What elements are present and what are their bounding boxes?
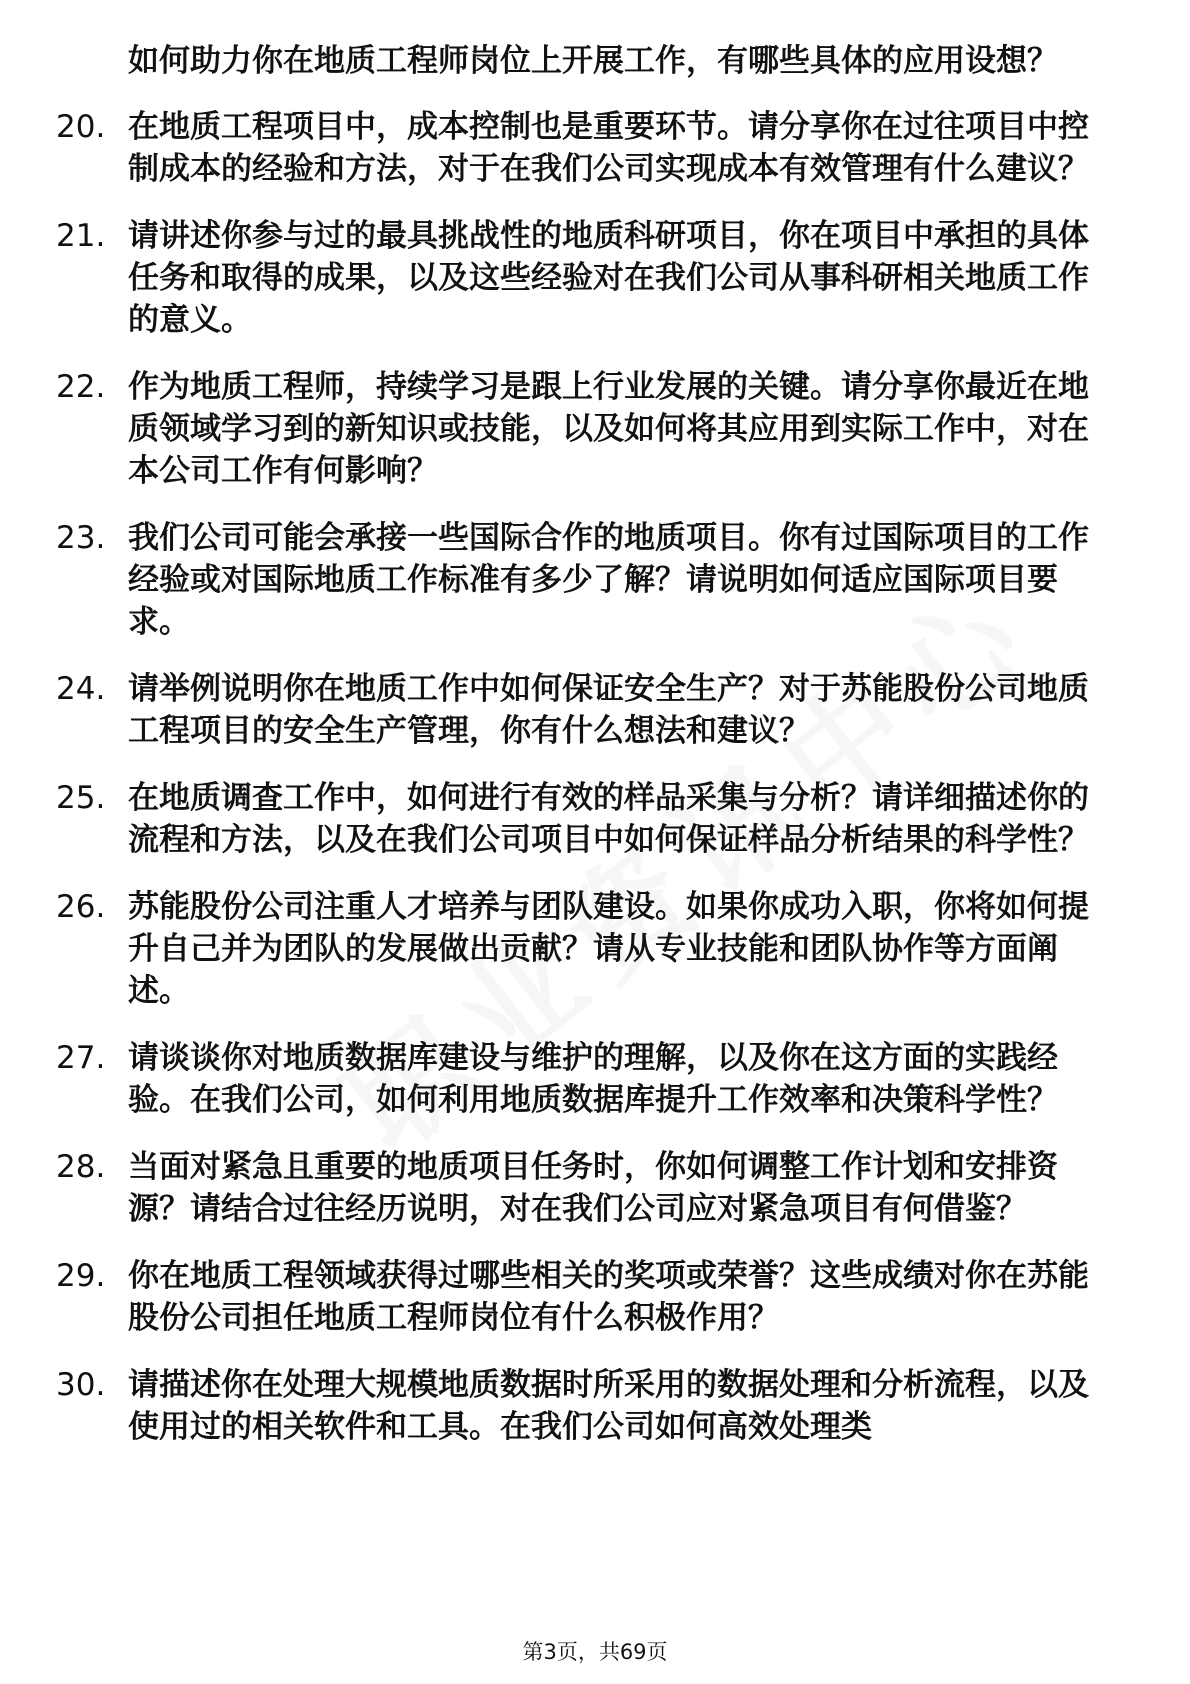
question-item-21 (56, 215, 1106, 341)
question-number: 26. (56, 889, 106, 925)
question-number: 29. (56, 1258, 106, 1294)
question-text: 请讲述你参与过的最具挑战性的地质科研项目，你在项目中承担的具体任务和取得的成果，以及这些经验对在我们公司从事科研相关地质工作的意义。 (128, 218, 1089, 338)
question-number: 21. (56, 218, 106, 254)
question-text: 请举例说明你在地质工作中如何保证安全生产？对于苏能股份公司地质工程项目的安全生产管理，你有什么想法和建议？ (128, 671, 1089, 749)
question-text: 当面对紧急且重要的地质项目任务时，你如何调整工作计划和安排资源？请结合过往经历说明，对在我们公司应对紧急项目有何借鉴？ (128, 1149, 1058, 1227)
question-item-20 (56, 106, 1106, 190)
question-number: 24. (56, 671, 106, 707)
question-item-25 (56, 777, 1106, 861)
question-text: 请描述你在处理大规模地质数据时所采用的数据处理和分析流程，以及使用过的相关软件和工具。在我们公司如何高效处理类 (128, 1367, 1089, 1445)
continued-question-text: 如何助力你在地质工程师岗位上开展工作，有哪些具体的应用设想？ (128, 43, 1058, 79)
question-number: 20. (56, 109, 106, 145)
question-text: 苏能股份公司注重人才培养与团队建设。如果你成功入职，你将如何提升自己并为团队的发展做出贡献？请从专业技能和团队协作等方面阐述。 (128, 889, 1089, 1009)
question-item-22 (56, 366, 1106, 492)
question-number: 30. (56, 1367, 106, 1403)
question-number: 25. (56, 780, 106, 816)
question-text: 你在地质工程领域获得过哪些相关的奖项或荣誉？这些成绩对你在苏能股份公司担任地质工程师岗位有什么积极作用？ (128, 1258, 1089, 1336)
question-text: 在地质调查工作中，如何进行有效的样品采集与分析？请详细描述你的流程和方法，以及在我们公司项目中如何保证样品分析结果的科学性？ (128, 780, 1089, 858)
question-number: 23. (56, 520, 106, 556)
question-item-23 (56, 517, 1106, 643)
question-item-24 (56, 668, 1106, 752)
question-list (56, 40, 1106, 1473)
question-item-30 (56, 1364, 1106, 1448)
question-text: 在地质工程项目中，成本控制也是重要环节。请分享你在过往项目中控制成本的经验和方法，对于在我们公司实现成本有效管理有什么建议？ (128, 109, 1089, 187)
question-item-26 (56, 886, 1106, 1012)
question-number: 28. (56, 1149, 106, 1185)
question-text: 我们公司可能会承接一些国际合作的地质项目。你有过国际项目的工作经验或对国际地质工作标准有多少了解？请说明如何适应国际项目要求。 (128, 520, 1089, 640)
question-item-27 (56, 1037, 1106, 1121)
page-number-footer: 第3页，共69页 (522, 1640, 668, 1664)
question-number: 27. (56, 1040, 106, 1076)
question-text: 请谈谈你对地质数据库建设与维护的理解，以及你在这方面的实践经验。在我们公司，如何利用地质数据库提升工作效率和决策科学性？ (128, 1040, 1058, 1118)
question-number: 22. (56, 369, 106, 405)
question-item-29 (56, 1255, 1106, 1339)
question-text: 作为地质工程师，持续学习是跟上行业发展的关键。请分享你最近在地质领域学习到的新知识或技能，以及如何将其应用到实际工作中，对在本公司工作有何影响？ (128, 369, 1089, 489)
question-item-28 (56, 1146, 1106, 1230)
